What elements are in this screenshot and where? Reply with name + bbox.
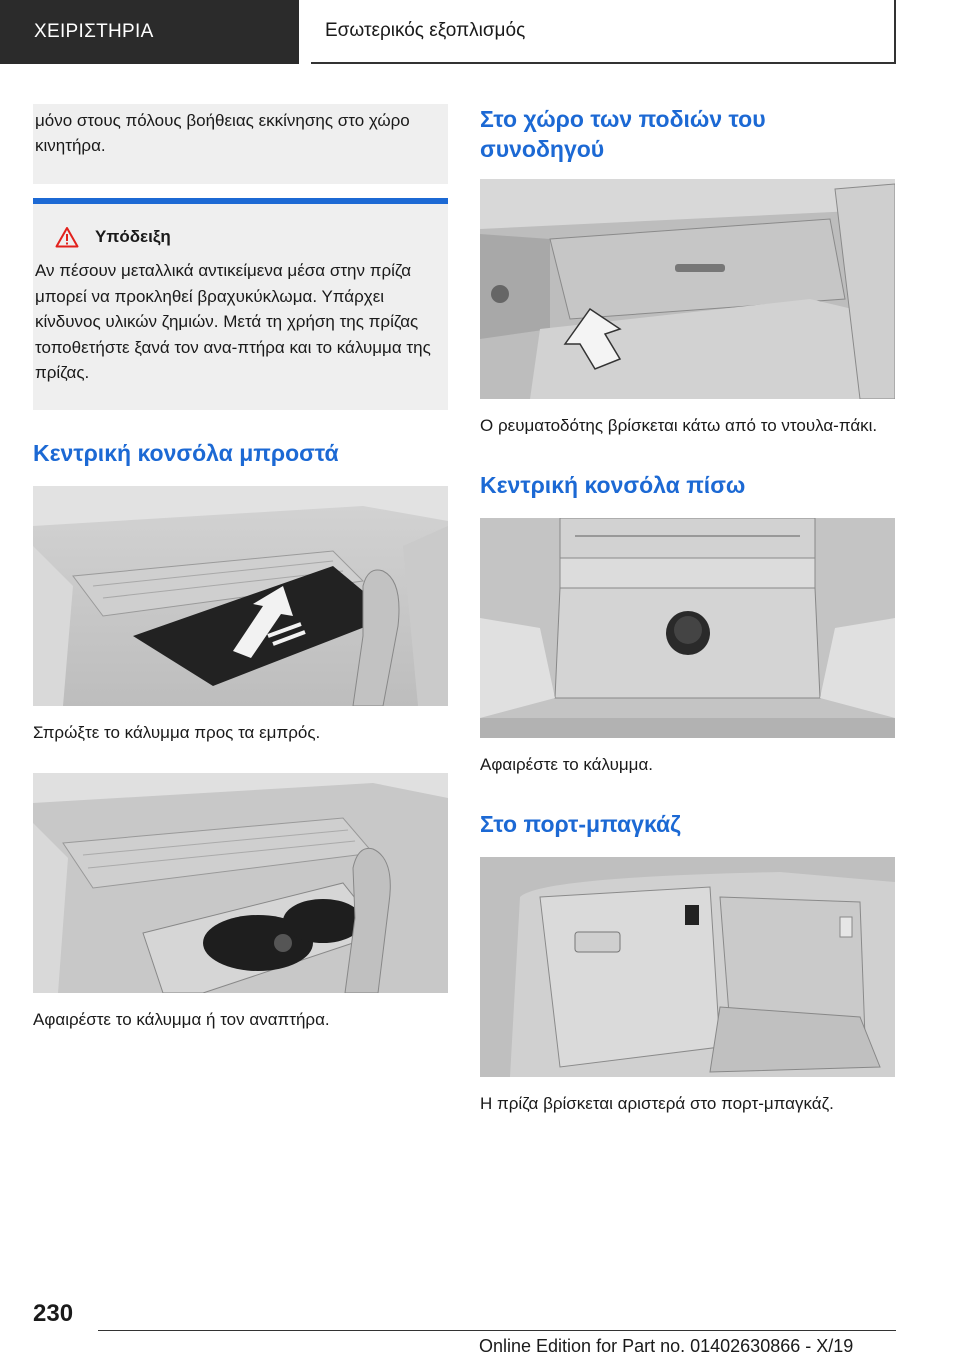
warning-header	[33, 224, 448, 250]
heading-center-console-front: Κεντρική κονσόλα μπροστά	[33, 439, 339, 466]
heading-trunk: Στο πορτ-μπαγκάζ	[480, 811, 681, 837]
section-tab	[311, 0, 896, 64]
chapter-title: ΧΕΙΡΙΣΤΗΡΙΑ	[34, 21, 154, 42]
section-title: Εσωτερικός εξοπλισμός	[325, 20, 526, 41]
warning-body: Αν πέσουν μεταλλικά αντικείμενα μέσα στην πρίζα μπορεί να προκληθεί βραχυκύκλωμα. Υπάρχει κίνδυνος υλικών ζημιών. Μετά τη χρήση της πρίζας τοποθετήστε ξανά τον ανα-πτήρα και το κάλυμμα της πρίζας.	[35, 261, 431, 382]
footer-divider	[98, 1330, 896, 1331]
intro-text: μόνο στους πόλους βοήθειας εκκίνησης στο χώρο κινητήρα.	[35, 111, 410, 155]
heading-center-console-rear: Κεντρική κονσόλα πίσω	[480, 472, 746, 498]
caption-remove-cover-or-lighter: Αφαιρέστε το κάλυμμα ή τον αναπτήρα.	[33, 1009, 330, 1029]
photo-rear-console	[480, 518, 895, 738]
warning-triangle-icon	[55, 226, 79, 248]
page-number: 230	[33, 1300, 74, 1327]
left-column	[33, 104, 448, 1032]
warning-box	[33, 198, 448, 410]
caption-trunk: Η πρίζα βρίσκεται αριστερά στο πορτ-μπαγκάζ.	[480, 1094, 834, 1113]
warning-title: Υπόδειξη	[95, 227, 171, 246]
heading-passenger-footwell: Στο χώρο των ποδιών του συνοδηγού	[480, 106, 766, 162]
footer-edition: Online Edition for Part no. 01402630866 - X/19	[479, 1336, 854, 1356]
intro-box	[33, 104, 448, 184]
photo-front-console-lighter	[33, 773, 448, 993]
right-column	[480, 104, 895, 1116]
caption-push-cover: Σπρώξτε το κάλυμμα προς τα εμπρός.	[33, 722, 321, 742]
photo-trunk	[480, 857, 895, 1077]
photo-front-console-cover	[33, 486, 448, 706]
photo-passenger-footwell	[480, 179, 895, 399]
caption-rear-remove-cover: Αφαιρέστε το κάλυμμα.	[480, 755, 654, 774]
chapter-tab	[0, 0, 299, 64]
caption-footwell: Ο ρευματοδότης βρίσκεται κάτω από το ντουλα-πάκι.	[480, 416, 878, 435]
